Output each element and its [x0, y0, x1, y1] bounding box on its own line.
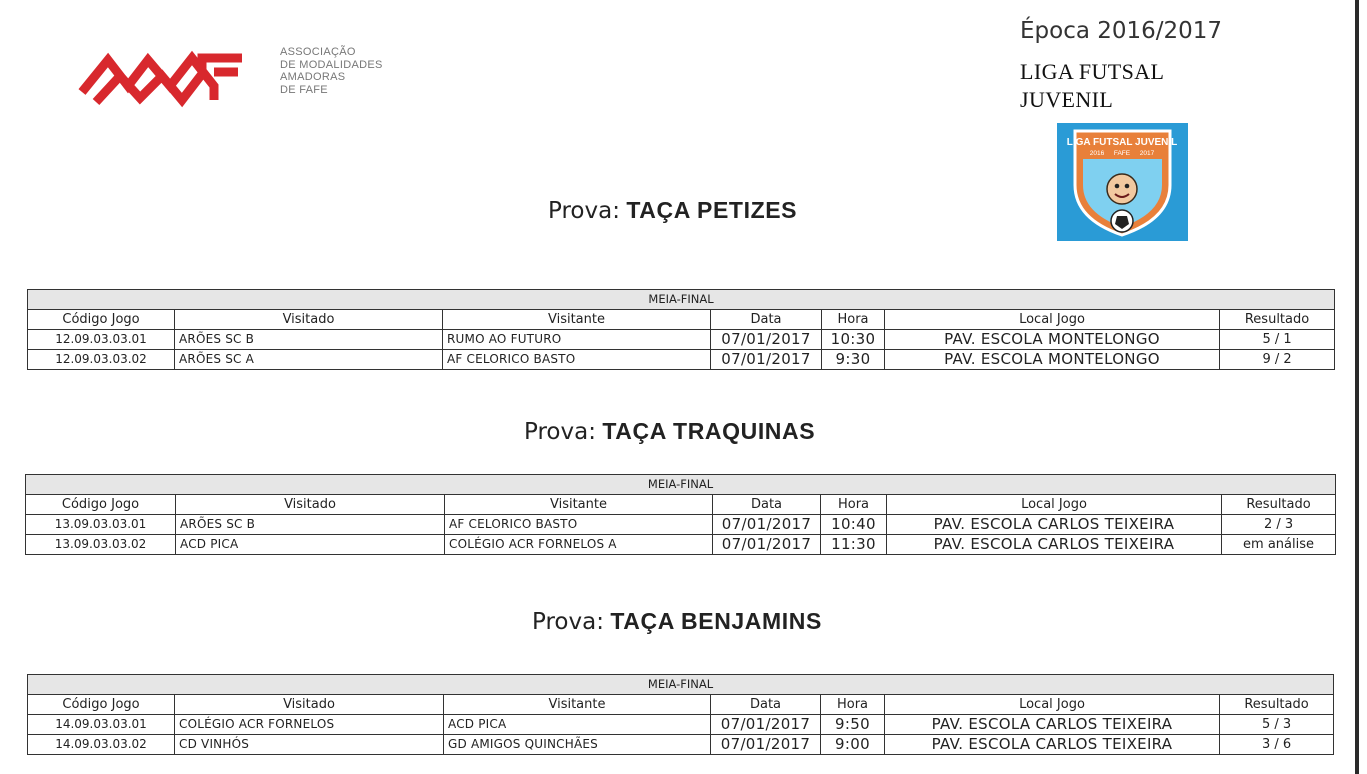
col-header-venue: Local Jogo [887, 495, 1222, 515]
game-venue: PAV. ESCOLA MONTELONGO [885, 350, 1220, 370]
col-header-result: Resultado [1222, 495, 1336, 515]
col-header-away: Visitante [445, 495, 713, 515]
prova-name: TAÇA PETIZES [626, 197, 798, 223]
badge-year-right: 2017 [1139, 150, 1155, 157]
org-name-line: ASSOCIAÇÃO [280, 46, 356, 58]
league-title-line: JUVENIL [1020, 87, 1114, 112]
game-code: 14.09.03.03.01 [28, 715, 175, 735]
badge-year-left: 2016 [1089, 150, 1105, 157]
game-venue: PAV. ESCOLA MONTELONGO [885, 330, 1220, 350]
game-result: em análise [1222, 535, 1336, 555]
games-table [25, 474, 1336, 555]
home-team: ARÕES SC B [176, 515, 445, 535]
col-header-home: Visitado [175, 695, 444, 715]
badge-text: LIGA FUTSAL JUVENIL [1066, 137, 1178, 148]
away-team: AF CELORICO BASTO [443, 350, 711, 370]
col-header-time: Hora [821, 495, 887, 515]
game-result: 5 / 3 [1220, 715, 1334, 735]
phase-header: MEIA-FINAL [28, 290, 1335, 310]
col-header-home: Visitado [175, 310, 443, 330]
game-venue: PAV. ESCOLA CARLOS TEIXEIRA [885, 715, 1220, 735]
prova-label: Prova: [524, 419, 596, 445]
col-header-away: Visitante [443, 310, 711, 330]
table-row [28, 350, 1335, 370]
prova-label: Prova: [532, 609, 604, 635]
section-title [548, 197, 797, 224]
table-row [26, 535, 1336, 555]
game-date: 07/01/2017 [711, 330, 822, 350]
phase-header: MEIA-FINAL [28, 675, 1334, 695]
league-badge-image [1057, 123, 1188, 241]
game-date: 07/01/2017 [711, 715, 821, 735]
amaf-logo [78, 46, 408, 116]
table-row [28, 330, 1335, 350]
game-time: 9:00 [821, 735, 885, 755]
game-code: 13.09.03.03.01 [26, 515, 176, 535]
col-header-date: Data [713, 495, 821, 515]
away-team: GD AMIGOS QUINCHÃES [444, 735, 711, 755]
game-time: 11:30 [821, 535, 887, 555]
col-header-code: Código Jogo [26, 495, 176, 515]
game-time: 9:50 [821, 715, 885, 735]
prova-label: Prova: [548, 198, 620, 224]
page-edge-line [1355, 0, 1359, 774]
badge-town: FAFE [1113, 150, 1131, 157]
col-header-home: Visitado [176, 495, 445, 515]
org-name-line: DE MODALIDADES [280, 58, 383, 71]
game-code: 12.09.03.03.01 [28, 330, 175, 350]
game-result: 5 / 1 [1220, 330, 1335, 350]
table-row [28, 715, 1334, 735]
game-code: 14.09.03.03.02 [28, 735, 175, 755]
games-table [27, 674, 1334, 755]
col-header-time: Hora [822, 310, 885, 330]
col-header-venue: Local Jogo [885, 310, 1220, 330]
away-team: COLÉGIO ACR FORNELOS A [445, 535, 713, 555]
table-row [26, 515, 1336, 535]
game-date: 07/01/2017 [713, 535, 821, 555]
col-header-date: Data [711, 310, 822, 330]
away-team: ACD PICA [444, 715, 711, 735]
section-title [532, 608, 822, 635]
game-result: 9 / 2 [1220, 350, 1335, 370]
home-team: CD VINHÓS [175, 735, 444, 755]
away-team: AF CELORICO BASTO [445, 515, 713, 535]
game-result: 2 / 3 [1222, 515, 1336, 535]
section-title [524, 418, 815, 445]
prova-name: TAÇA BENJAMINS [610, 608, 822, 634]
season-label: Época 2016/2017 [1020, 18, 1223, 44]
col-header-code: Código Jogo [28, 310, 175, 330]
home-team: COLÉGIO ACR FORNELOS [175, 715, 444, 735]
table-row [28, 735, 1334, 755]
org-name-line: AMADORAS [280, 71, 346, 83]
phase-header: MEIA-FINAL [26, 475, 1336, 495]
game-venue: PAV. ESCOLA CARLOS TEIXEIRA [887, 515, 1222, 535]
org-name-line: DE FAFE [280, 83, 328, 96]
league-title [1020, 58, 1164, 114]
col-header-result: Resultado [1220, 310, 1335, 330]
home-team: ACD PICA [176, 535, 445, 555]
game-result: 3 / 6 [1220, 735, 1334, 755]
home-team: ARÕES SC A [175, 350, 443, 370]
org-name [280, 46, 383, 96]
game-date: 07/01/2017 [711, 350, 822, 370]
col-header-result: Resultado [1220, 695, 1334, 715]
game-date: 07/01/2017 [713, 515, 821, 535]
amaf-logo-icon [78, 46, 253, 110]
league-badge [1057, 123, 1188, 241]
col-header-code: Código Jogo [28, 695, 175, 715]
game-time: 10:30 [822, 330, 885, 350]
game-code: 12.09.03.03.02 [28, 350, 175, 370]
col-header-date: Data [711, 695, 821, 715]
game-code: 13.09.03.03.02 [26, 535, 176, 555]
game-time: 10:40 [821, 515, 887, 535]
home-team: ARÕES SC B [175, 330, 443, 350]
prova-name: TAÇA TRAQUINAS [602, 418, 816, 444]
col-header-time: Hora [821, 695, 885, 715]
game-date: 07/01/2017 [711, 735, 821, 755]
game-time: 9:30 [822, 350, 885, 370]
games-table [27, 289, 1335, 370]
col-header-away: Visitante [444, 695, 711, 715]
col-header-venue: Local Jogo [885, 695, 1220, 715]
game-venue: PAV. ESCOLA CARLOS TEIXEIRA [885, 735, 1220, 755]
league-title-line: LIGA FUTSAL [1020, 59, 1165, 84]
away-team: RUMO AO FUTURO [443, 330, 711, 350]
game-venue: PAV. ESCOLA CARLOS TEIXEIRA [887, 535, 1222, 555]
